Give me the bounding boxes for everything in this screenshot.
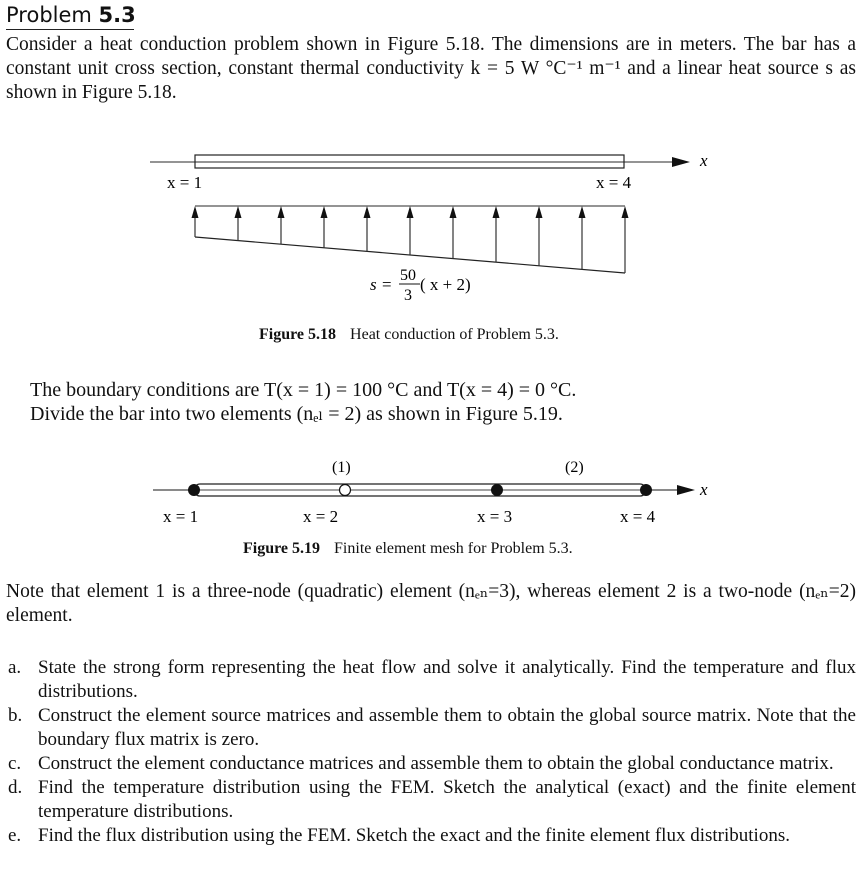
boundary-line-2: Divide the bar into two elements (nₑₗ = 2) as shown in Figure 5.19. bbox=[30, 403, 563, 425]
task-marker: c. bbox=[8, 753, 22, 774]
arrow-up-icon bbox=[579, 206, 586, 218]
node-2-midside bbox=[340, 485, 351, 496]
task-item bbox=[8, 824, 856, 848]
task-text: Construct the element source matrices and assemble them to obtain the global source matrix. Note that the boundary flux matrix is zero. bbox=[38, 705, 856, 750]
task-list bbox=[8, 656, 856, 848]
right-end-label: x = 4 bbox=[596, 173, 632, 192]
arrow-up-icon bbox=[493, 206, 500, 218]
task-item bbox=[8, 752, 856, 776]
task-item bbox=[8, 776, 856, 824]
arrow-up-icon bbox=[364, 206, 371, 218]
arrow-up-icon bbox=[622, 206, 629, 218]
arrow-up-icon bbox=[536, 206, 543, 218]
arrow-up-icon bbox=[192, 206, 199, 218]
element-1-label: (1) bbox=[332, 459, 351, 476]
node-label: x = 1 bbox=[163, 507, 199, 526]
source-numerator: 50 bbox=[400, 267, 416, 284]
arrow-up-icon bbox=[278, 206, 285, 218]
arrow-up-icon bbox=[450, 206, 457, 218]
task-item bbox=[8, 656, 856, 704]
boundary-line-1: The boundary conditions are T(x = 1) = 100 °C and T(x = 4) = 0 °C. bbox=[30, 379, 577, 401]
source-lhs: s = bbox=[370, 275, 393, 294]
figure-5-19 bbox=[0, 450, 860, 530]
title-prefix: Problem bbox=[6, 3, 92, 27]
figure-5-19-caption bbox=[243, 540, 573, 558]
node-3 bbox=[491, 484, 503, 496]
node-4 bbox=[640, 484, 652, 496]
node-label: x = 3 bbox=[477, 507, 513, 526]
boundary-conditions bbox=[30, 378, 576, 426]
axis-arrow-icon bbox=[672, 157, 690, 167]
node-label: x = 4 bbox=[620, 507, 656, 526]
axis-label: x bbox=[700, 151, 708, 170]
caption-text: Heat conduction of Problem 5.3. bbox=[350, 326, 559, 343]
left-end-label: x = 1 bbox=[167, 173, 203, 192]
arrow-up-icon bbox=[407, 206, 414, 218]
intro-paragraph: Consider a heat conduction problem shown in Figure 5.18. The dimensions are in meters. The bar has a constant unit cross section, constant thermal conductivity k = 5 W °C⁻¹ m⁻¹ and a linear heat source s as shown in Figure 5.18. bbox=[6, 34, 856, 103]
task-text: Construct the element conductance matrices and assemble them to obtain the global conductance matrix. bbox=[38, 753, 834, 774]
figure-5-18 bbox=[0, 140, 860, 330]
arrow-up-icon bbox=[321, 206, 328, 218]
caption-text: Finite element mesh for Problem 5.3. bbox=[334, 540, 573, 557]
task-marker: a. bbox=[8, 657, 22, 678]
source-rhs: ( x + 2) bbox=[420, 275, 471, 294]
task-item bbox=[8, 704, 856, 752]
caption-label: Figure 5.19 bbox=[243, 540, 321, 557]
note-paragraph: Note that element 1 is a three-node (quadratic) element (nₑₙ=3), whereas element 2 is a two-node (nₑₙ=2) element. bbox=[6, 581, 856, 626]
element-2-label: (2) bbox=[565, 459, 584, 476]
node-label: x = 2 bbox=[303, 507, 339, 526]
arrow-up-icon bbox=[235, 206, 242, 218]
title-underline bbox=[6, 29, 134, 30]
task-marker: e. bbox=[8, 825, 22, 846]
task-text: Find the temperature distribution using the FEM. Sketch the analytical (exact) and the finite element temperature distributions. bbox=[38, 777, 856, 822]
node-1 bbox=[188, 484, 200, 496]
task-text: Find the flux distribution using the FEM. Sketch the exact and the finite element flux distributions. bbox=[38, 825, 790, 846]
task-marker: d. bbox=[8, 777, 23, 798]
source-arrows bbox=[192, 206, 629, 273]
caption-label: Figure 5.18 bbox=[259, 326, 337, 343]
figure-5-18-caption bbox=[259, 326, 559, 344]
axis-label: x bbox=[700, 480, 708, 499]
source-denominator: 3 bbox=[404, 287, 412, 304]
problem-title bbox=[6, 3, 136, 27]
task-marker: b. bbox=[8, 705, 23, 726]
task-text: State the strong form representing the heat flow and solve it analytically. Find the temperature and flux distributions. bbox=[38, 657, 856, 702]
problem-number: 5.3 bbox=[98, 3, 136, 27]
axis-arrow-icon bbox=[677, 485, 695, 495]
